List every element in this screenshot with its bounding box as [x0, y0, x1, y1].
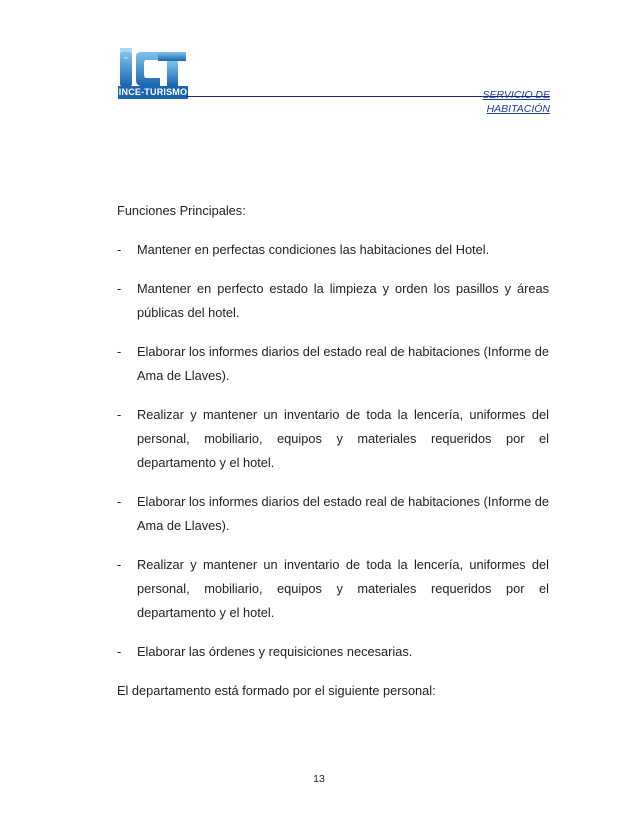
closing-text: El departamento está formado por el siguiente personal:: [117, 683, 436, 698]
list-item-text: Elaborar los informes diarios del estado real de habitaciones (Informe de Ama de Llaves).: [137, 494, 549, 533]
logo-text: INCE-TURISMO: [118, 87, 188, 97]
section-title-line-2: HABITACIÓN: [486, 103, 550, 115]
list-item: [117, 490, 549, 538]
section-title: [483, 88, 551, 116]
ict-logo-icon: [118, 48, 188, 88]
list-item: [117, 340, 549, 388]
list-item-text: Mantener en perfecto estado la limpieza y orden los pasillos y áreas públicas del hotel.: [137, 281, 549, 320]
list-item-text: Elaborar los informes diarios del estado real de habitaciones (Informe de Ama de Llaves).: [137, 344, 549, 383]
list-item: [117, 403, 549, 475]
ince-turismo-logo: [118, 48, 188, 100]
list-item: [117, 553, 549, 625]
bullet-dash: -: [117, 344, 122, 359]
list-item: [117, 640, 549, 664]
list-item-text: Elaborar las órdenes y requisiciones necesarias.: [137, 644, 413, 659]
bullet-dash: -: [117, 557, 122, 572]
list-item-text: Mantener en perfectas condiciones las habitaciones del Hotel.: [137, 242, 490, 257]
list-item-text: Realizar y mantener un inventario de toda la lencería, uniformes del personal, mobiliario, equipos y materiales requeridos por el departamento y el hotel.: [137, 407, 549, 470]
bullet-dash: -: [117, 494, 122, 509]
list-item: [117, 277, 549, 325]
list-item: [117, 238, 549, 262]
bullet-dash: -: [117, 242, 122, 257]
bullet-dash: -: [117, 407, 122, 422]
page-number: 13: [313, 773, 325, 785]
document-body: [117, 199, 549, 703]
functions-heading: Funciones Principales:: [117, 203, 246, 218]
bullet-dash: -: [117, 644, 122, 659]
section-title-line-1: SERVICIO DE: [482, 89, 550, 101]
bullet-dash: -: [117, 281, 122, 296]
list-item-text: Realizar y mantener un inventario de toda la lencería, uniformes del personal, mobiliario, equipos y materiales requeridos por el departamento y el hotel.: [137, 557, 549, 620]
